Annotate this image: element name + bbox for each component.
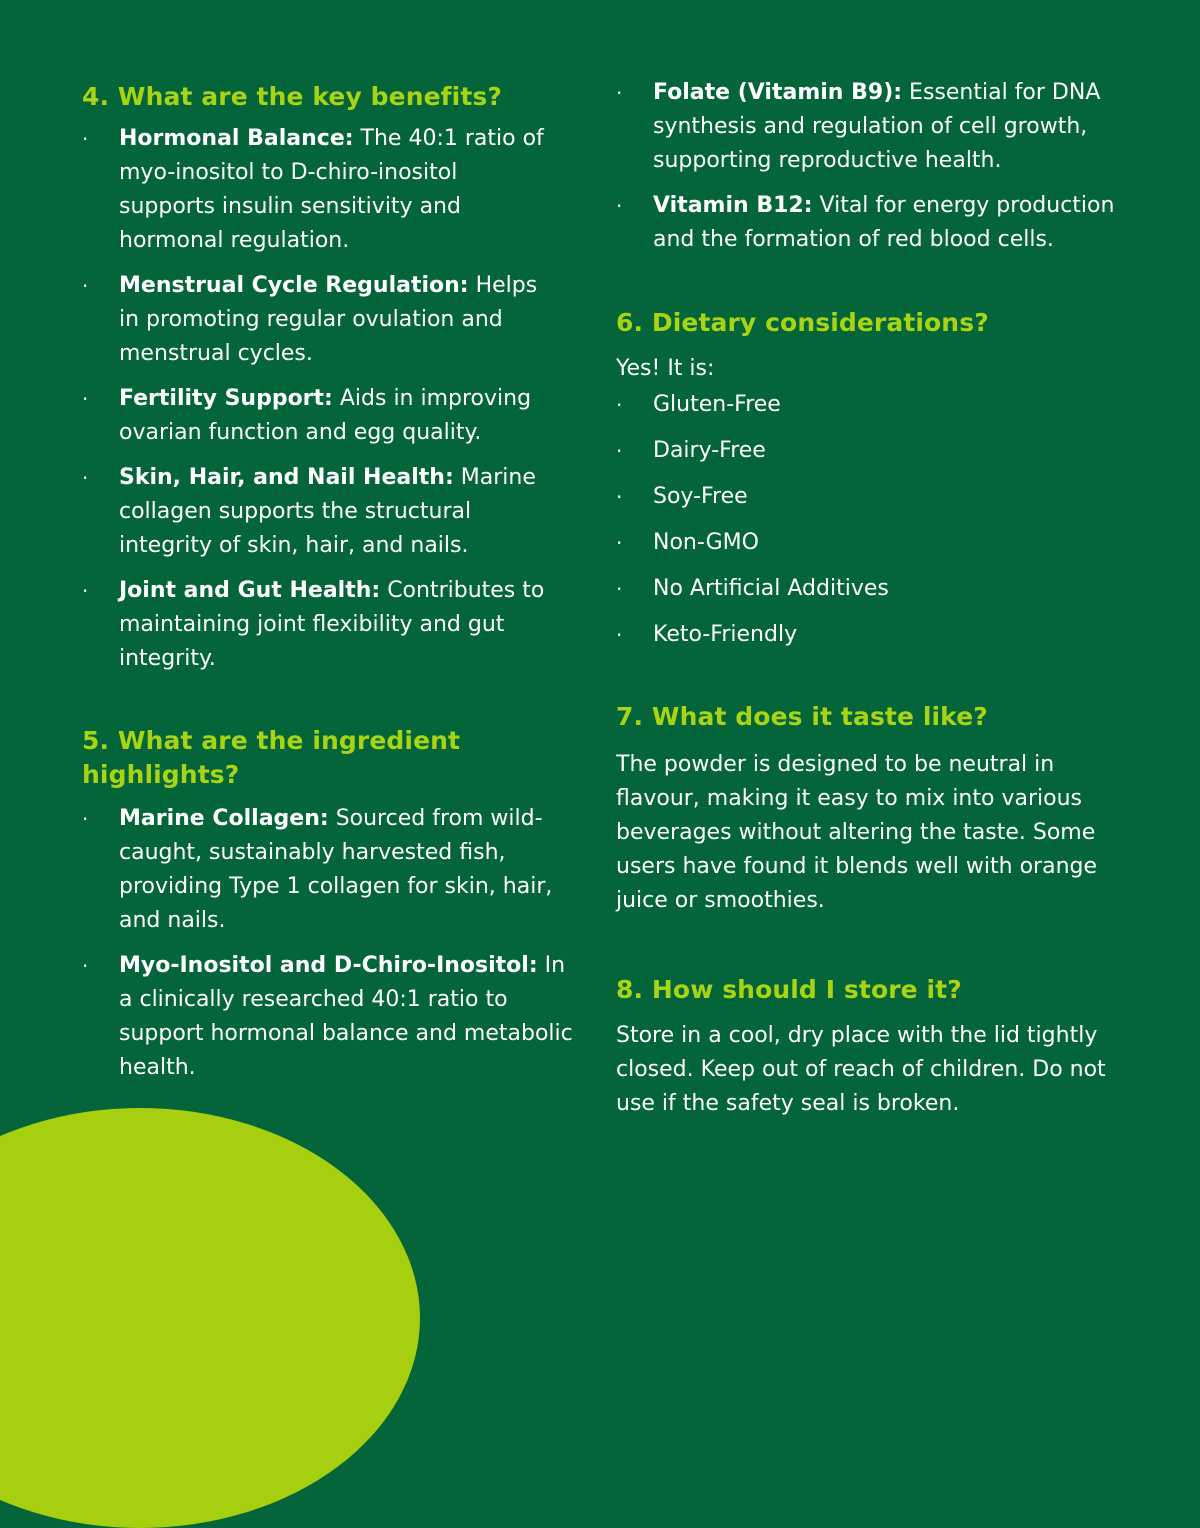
item-label: Myo-Inositol and D-Chiro-Inositol: [119, 953, 538, 978]
item-label: Skin, Hair, and Nail Health: [119, 465, 454, 490]
item-label: Fertility Support: [119, 386, 333, 411]
item-text: Keto-Friendly [653, 622, 798, 647]
list-item [616, 572, 1146, 606]
bullet-icon: · [616, 439, 623, 463]
bullet-icon: · [82, 579, 89, 603]
decorative-green-blob [0, 1108, 420, 1528]
item-label: Menstrual Cycle Regulation: [119, 273, 469, 298]
list-item [616, 388, 1146, 422]
right-column [616, 0, 1146, 1121]
item-text: Vital for energy production and the formation of red blood cells. [653, 193, 1115, 252]
item-text: Marine collagen supports the structural integrity of skin, hair, and nails. [119, 465, 536, 558]
bullet-icon: · [82, 807, 89, 831]
bullet-icon: · [82, 466, 89, 490]
benefits-list [82, 122, 582, 676]
list-item [82, 382, 549, 450]
list-item [82, 461, 549, 563]
list-item [82, 269, 549, 371]
item-label: Folate (Vitamin B9): [653, 80, 903, 105]
bullet-icon: · [616, 623, 623, 647]
storage-body: Store in a cool, dry place with the lid tightly closed. Keep out of reach of children. Do not use if the safety seal is broken. [616, 1023, 1106, 1116]
list-item [616, 618, 1146, 652]
item-text: Helps in promoting regular ovulation and menstrual cycles. [119, 273, 538, 366]
bullet-icon: · [616, 81, 623, 105]
bullet-icon: · [616, 194, 623, 218]
item-text: In a clinically researched 40:1 ratio to support hormonal balance and metabolic health. [119, 953, 573, 1080]
item-text: Contributes to maintaining joint flexibility and gut integrity. [119, 578, 545, 671]
list-item [616, 480, 1146, 514]
taste-body: The powder is designed to be neutral in flavour, making it easy to mix into various beverages without altering the taste. Some users have found it blends well with orange juice or smoothies. [616, 752, 1098, 913]
item-label: Marine Collagen: [119, 806, 329, 831]
item-label: Joint and Gut Health: [119, 578, 381, 603]
ingredients-list-continued [616, 76, 1146, 257]
list-item [616, 76, 1143, 178]
section-4-heading: 4. What are the key benefits? [82, 82, 502, 111]
item-text: No Artificial Additives [653, 576, 889, 601]
item-label: Hormonal Balance: [119, 126, 354, 151]
item-text: Gluten-Free [653, 392, 781, 417]
section-5-heading: 5. What are the ingredient highlights? [82, 726, 461, 789]
dietary-list [616, 388, 1146, 652]
item-label: Vitamin B12: [653, 193, 813, 218]
bullet-icon: · [82, 954, 89, 978]
item-text: The 40:1 ratio of myo-inositol to D-chiro-inositol supports insulin sensitivity and hormonal regulation. [119, 126, 544, 253]
left-column [82, 0, 582, 1096]
bullet-icon: · [616, 577, 623, 601]
bullet-icon: · [616, 393, 623, 417]
section-7-heading: 7. What does it taste like? [616, 702, 988, 731]
item-text: Non-GMO [653, 530, 759, 555]
item-text: Sourced from wild-caught, sustainably harvested fish, providing Type 1 collagen for skin, hair, and nails. [119, 806, 553, 933]
list-item [616, 434, 1146, 468]
list-item [616, 189, 1143, 257]
ingredients-list [82, 802, 582, 1085]
section-8-heading: 8. How should I store it? [616, 975, 962, 1004]
item-text: Dairy-Free [653, 438, 766, 463]
bullet-icon: · [82, 274, 89, 298]
bullet-icon: · [82, 387, 89, 411]
section-6-heading: 6. Dietary considerations? [616, 308, 989, 337]
bullet-icon: · [82, 127, 89, 151]
dietary-intro: Yes! It is: [616, 356, 715, 381]
list-item [82, 949, 581, 1085]
item-text: Aids in improving ovarian function and egg quality. [119, 386, 532, 445]
list-item [82, 574, 549, 676]
list-item [616, 526, 1146, 560]
item-text: Essential for DNA synthesis and regulation of cell growth, supporting reproductive health. [653, 80, 1101, 173]
item-text: Soy-Free [653, 484, 748, 509]
list-item [82, 802, 581, 938]
bullet-icon: · [616, 485, 623, 509]
list-item [82, 122, 549, 258]
bullet-icon: · [616, 531, 623, 555]
